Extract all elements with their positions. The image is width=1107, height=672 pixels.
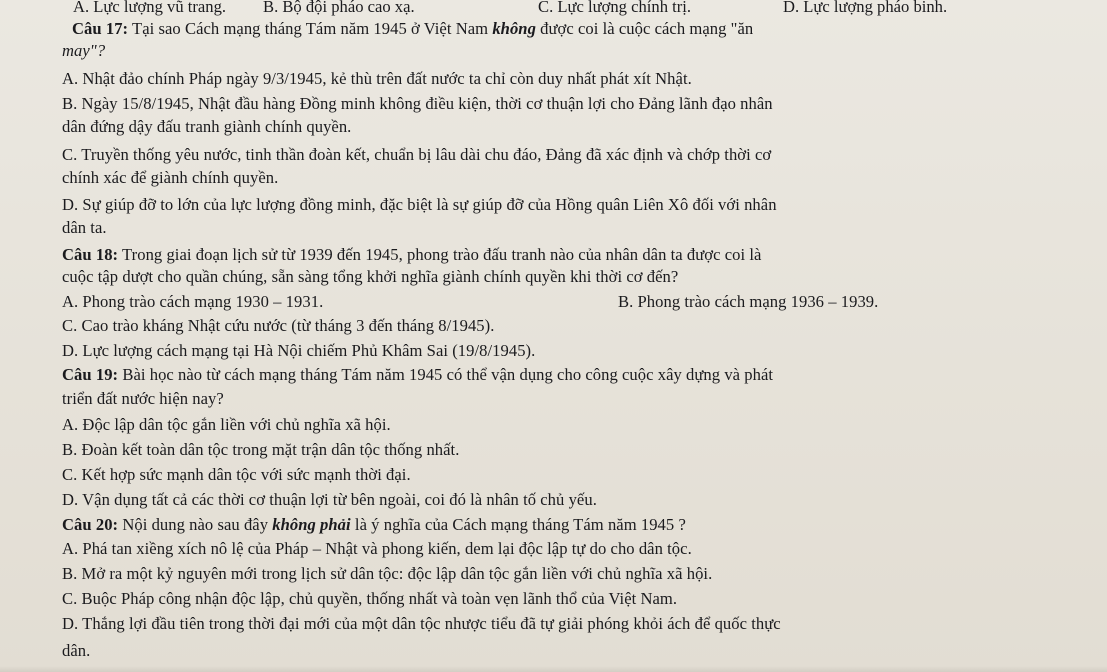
question-20-option-b: B. Mở ra một kỷ nguyên mới trong lịch sử dân tộc: độc lập dân tộc gắn liền với chủ nghĩa xã hội. xyxy=(62,564,713,583)
question-17-option-d-cont: dân ta. xyxy=(62,218,107,237)
question-18-label: Câu 18: xyxy=(62,245,119,264)
question-18-option-b: B. Phong trào cách mạng 1936 – 1939. xyxy=(618,292,879,311)
prev-option-d: D. Lực lượng pháo binh. xyxy=(783,0,948,16)
question-19-text-1: Bài học nào từ cách mạng tháng Tám năm 1945 có thể vận dụng cho công cuộc xây dựng và phát xyxy=(122,365,774,384)
question-20-stem xyxy=(62,515,686,535)
question-17-text-3: may"? xyxy=(62,41,106,60)
question-18-option-c: C. Cao trào kháng Nhật cứu nước (từ tháng 3 đến tháng 8/1945). xyxy=(62,316,495,335)
question-20-emphasis: không phải xyxy=(272,515,351,534)
question-19-option-b: B. Đoàn kết toàn dân tộc trong mặt trận dân tộc thống nhất. xyxy=(62,440,460,459)
question-20-option-d: D. Thắng lợi đầu tiên trong thời đại mới của một dân tộc nhược tiểu đã tự giải phóng khỏi ách để quốc thực xyxy=(62,614,781,633)
question-17-option-b: B. Ngày 15/8/1945, Nhật đầu hàng Đồng minh không điều kiện, thời cơ thuận lợi cho Đảng lãnh đạo nhân xyxy=(62,94,773,113)
question-19-option-c: C. Kết hợp sức mạnh dân tộc với sức mạnh thời đại. xyxy=(62,465,411,484)
question-20-label: Câu 20: xyxy=(62,515,119,534)
question-17-option-a: A. Nhật đảo chính Pháp ngày 9/3/1945, kẻ thù trên đất nước ta chỉ còn duy nhất phát xít Nhật. xyxy=(62,69,692,88)
question-17-text-1: Tại sao Cách mạng tháng Tám năm 1945 ở Việt Nam xyxy=(132,19,489,38)
question-20-option-d-cont: dân. xyxy=(62,641,91,660)
question-20-option-c: C. Buộc Pháp công nhận độc lập, chủ quyền, thống nhất và toàn vẹn lãnh thổ của Việt Nam. xyxy=(62,589,678,608)
question-19-text-2: triển đất nước hiện nay? xyxy=(62,389,224,408)
question-17-emphasis: không xyxy=(492,19,536,38)
question-17-text-2: được coi là cuộc cách mạng "ăn xyxy=(540,19,754,38)
question-19-option-d: D. Vận dụng tất cả các thời cơ thuận lợi từ bên ngoài, coi đó là nhân tố chủ yếu. xyxy=(62,490,597,509)
question-17-stem xyxy=(72,19,753,39)
prev-option-b: B. Bộ đội pháo cao xạ. xyxy=(263,0,415,16)
question-18-option-a: A. Phong trào cách mạng 1930 – 1931. xyxy=(62,292,324,311)
question-18-option-d: D. Lực lượng cách mạng tại Hà Nội chiếm Phủ Khâm Sai (19/8/1945). xyxy=(62,341,536,360)
question-20-text-2: là ý nghĩa của Cách mạng tháng Tám năm 1945 ? xyxy=(354,515,686,534)
question-18-stem xyxy=(62,245,761,265)
question-18-text-2: cuộc tập dượt cho quần chúng, sẵn sàng tổng khởi nghĩa giành chính quyền khi thời cơ đến? xyxy=(62,267,679,286)
question-17-option-d: D. Sự giúp đỡ to lớn của lực lượng đồng minh, đặc biệt là sự giúp đỡ của Hồng quân Liên Xô đối với nhân xyxy=(62,195,777,214)
question-17-option-c: C. Truyền thống yêu nước, tinh thần đoàn kết, chuẩn bị lâu dài chu đáo, Đảng đã xác định và chớp thời cơ xyxy=(62,145,772,164)
prev-option-c: C. Lực lượng chính trị. xyxy=(538,0,692,16)
question-18-text-1: Trong giai đoạn lịch sử từ 1939 đến 1945, phong trào đấu tranh nào của nhân dân ta được coi là xyxy=(122,245,762,264)
question-20-option-a: A. Phá tan xiềng xích nô lệ của Pháp – Nhật và phong kiến, dem lại độc lập tự do cho dân tộc. xyxy=(62,539,692,558)
page-bottom-edge xyxy=(0,666,1107,672)
question-17-option-c-cont: chính xác để giành chính quyền. xyxy=(62,168,279,187)
question-17-label: Câu 17: xyxy=(72,19,129,38)
question-19-stem xyxy=(62,365,773,385)
question-19-label: Câu 19: xyxy=(62,365,119,384)
question-20-text-1: Nội dung nào sau đây xyxy=(122,515,269,534)
question-17-option-b-cont: dân đứng dậy đấu tranh giành chính quyền. xyxy=(62,117,352,136)
prev-option-a: A. Lực lượng vũ trang. xyxy=(73,0,227,16)
question-19-option-a: A. Độc lập dân tộc gắn liền với chủ nghĩa xã hội. xyxy=(62,415,391,434)
